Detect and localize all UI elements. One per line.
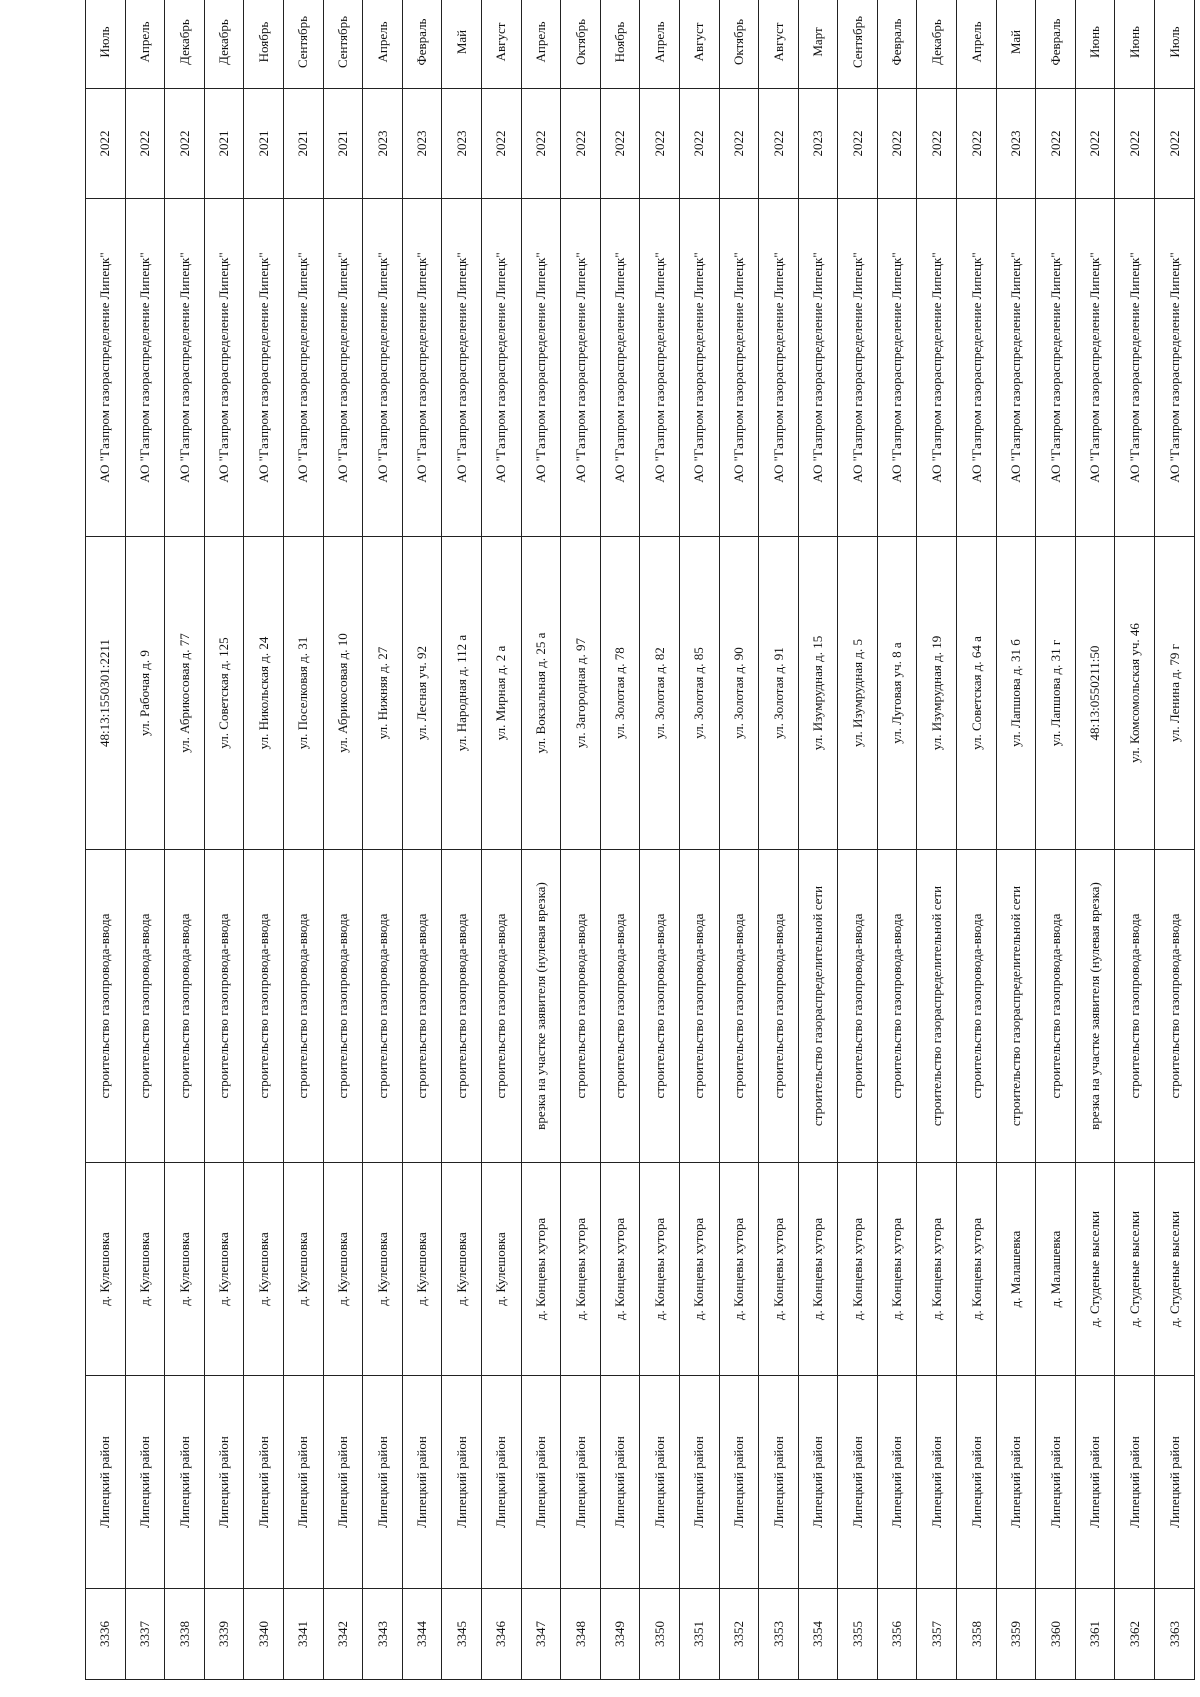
settlement-cell: д. Студеные выселки [1075,1163,1115,1376]
address-cell: ул. Золотая д. 85 [679,537,719,850]
table-row [561,0,601,1680]
table-row [283,0,323,1680]
table-row [877,0,917,1680]
month-cell: Февраль [1036,0,1076,89]
year-cell: 2022 [125,89,165,199]
organization-cell: АО "Газпром газораспределение Липецк" [600,199,640,537]
organization-cell: АО "Газпром газораспределение Липецк" [521,199,561,537]
table-row [838,0,878,1680]
row-number: 3337 [125,1589,165,1680]
organization-cell: АО "Газпром газораспределение Липецк" [877,199,917,537]
year-cell: 2022 [1036,89,1076,199]
row-number: 3348 [561,1589,601,1680]
settlement-cell: д. Студеные выселки [1115,1163,1155,1376]
row-number: 3363 [1155,1589,1195,1680]
address-cell: ул. Нижняя д. 27 [363,537,403,850]
year-cell: 2022 [838,89,878,199]
address-cell: ул. Луговая уч. 8 а [877,537,917,850]
district-cell: Липецкий район [402,1376,442,1589]
address-cell: ул. Советская д. 125 [204,537,244,850]
settlement-cell: д. Концевы хутора [719,1163,759,1376]
settlement-cell: д. Концевы хутора [798,1163,838,1376]
year-cell: 2022 [759,89,799,199]
settlement-cell: д. Кулешовка [125,1163,165,1376]
district-cell: Липецкий район [283,1376,323,1589]
table-row [957,0,997,1680]
organization-cell: АО "Газпром газораспределение Липецк" [204,199,244,537]
month-cell: Май [996,0,1036,89]
work-type-cell: врезка на участке заявителя (нулевая врезка) [521,850,561,1163]
work-type-cell: строительство газопровода-ввода [838,850,878,1163]
year-cell: 2023 [442,89,482,199]
organization-cell: АО "Газпром газораспределение Липецк" [719,199,759,537]
gasification-table [85,0,1195,1680]
year-cell: 2022 [640,89,680,199]
settlement-cell: д. Кулешовка [442,1163,482,1376]
organization-cell: АО "Газпром газораспределение Липецк" [759,199,799,537]
table-row [244,0,284,1680]
work-type-cell: строительство газопровода-ввода [679,850,719,1163]
settlement-cell: д. Концевы хутора [759,1163,799,1376]
row-number: 3360 [1036,1589,1076,1680]
row-number: 3362 [1115,1589,1155,1680]
work-type-cell: строительство газопровода-ввода [877,850,917,1163]
year-cell: 2023 [402,89,442,199]
year-cell: 2022 [561,89,601,199]
month-cell: Июнь [1075,0,1115,89]
address-cell: ул. Золотая д. 90 [719,537,759,850]
settlement-cell: д. Концевы хутора [838,1163,878,1376]
table-row [1036,0,1076,1680]
month-cell: Август [679,0,719,89]
organization-cell: АО "Газпром газораспределение Липецк" [165,199,205,537]
row-number: 3351 [679,1589,719,1680]
address-cell: ул. Советская д. 64 а [957,537,997,850]
work-type-cell: строительство газораспределительной сети [798,850,838,1163]
row-number: 3339 [204,1589,244,1680]
row-number: 3342 [323,1589,363,1680]
month-cell: Сентябрь [283,0,323,89]
year-cell: 2022 [521,89,561,199]
settlement-cell: д. Кулешовка [86,1163,126,1376]
district-cell: Липецкий район [363,1376,403,1589]
row-number: 3347 [521,1589,561,1680]
table-row [679,0,719,1680]
month-cell: Сентябрь [838,0,878,89]
month-cell: Апрель [521,0,561,89]
month-cell: Апрель [640,0,680,89]
district-cell: Липецкий район [679,1376,719,1589]
row-number: 3349 [600,1589,640,1680]
work-type-cell: строительство газопровода-ввода [1115,850,1155,1163]
work-type-cell: строительство газопровода-ввода [283,850,323,1163]
address-cell: ул. Золотая д. 78 [600,537,640,850]
row-number: 3353 [759,1589,799,1680]
year-cell: 2022 [719,89,759,199]
month-cell: Май [442,0,482,89]
organization-cell: АО "Газпром газораспределение Липецк" [957,199,997,537]
address-cell: ул. Лесная уч. 92 [402,537,442,850]
district-cell: Липецкий район [600,1376,640,1589]
month-cell: Апрель [363,0,403,89]
district-cell: Липецкий район [561,1376,601,1589]
address-cell: ул. Комсомольская уч. 46 [1115,537,1155,850]
settlement-cell: д. Концевы хутора [877,1163,917,1376]
table-row [917,0,957,1680]
district-cell: Липецкий район [1036,1376,1076,1589]
organization-cell: АО "Газпром газораспределение Липецк" [481,199,521,537]
work-type-cell: строительство газопровода-ввода [1155,850,1195,1163]
organization-cell: АО "Газпром газораспределение Липецк" [1075,199,1115,537]
district-cell: Липецкий район [1075,1376,1115,1589]
year-cell: 2022 [481,89,521,199]
organization-cell: АО "Газпром газораспределение Липецк" [442,199,482,537]
year-cell: 2022 [1155,89,1195,199]
work-type-cell: строительство газопровода-ввода [323,850,363,1163]
work-type-cell: строительство газопровода-ввода [402,850,442,1163]
district-cell: Липецкий район [86,1376,126,1589]
organization-cell: АО "Газпром газораспределение Липецк" [917,199,957,537]
table-row [996,0,1036,1680]
month-cell: Август [481,0,521,89]
organization-cell: АО "Газпром газораспределение Липецк" [1036,199,1076,537]
settlement-cell: д. Кулешовка [323,1163,363,1376]
district-cell: Липецкий район [521,1376,561,1589]
district-cell: Липецкий район [759,1376,799,1589]
year-cell: 2022 [1115,89,1155,199]
address-cell: ул. Мирная д. 2 а [481,537,521,850]
month-cell: Июль [1155,0,1195,89]
row-number: 3352 [719,1589,759,1680]
district-cell: Липецкий район [1115,1376,1155,1589]
settlement-cell: д. Кулешовка [481,1163,521,1376]
district-cell: Липецкий район [957,1376,997,1589]
row-number: 3357 [917,1589,957,1680]
work-type-cell: строительство газопровода-ввода [600,850,640,1163]
year-cell: 2022 [1075,89,1115,199]
year-cell: 2022 [917,89,957,199]
table-row [1115,0,1155,1680]
row-number: 3350 [640,1589,680,1680]
table-row [1075,0,1115,1680]
organization-cell: АО "Газпром газораспределение Липецк" [640,199,680,537]
settlement-cell: д. Концевы хутора [679,1163,719,1376]
row-number: 3359 [996,1589,1036,1680]
row-number: 3345 [442,1589,482,1680]
organization-cell: АО "Газпром газораспределение Липецк" [996,199,1036,537]
organization-cell: АО "Газпром газораспределение Липецк" [86,199,126,537]
month-cell: Октябрь [561,0,601,89]
row-number: 3343 [363,1589,403,1680]
work-type-cell: строительство газопровода-ввода [1036,850,1076,1163]
year-cell: 2021 [323,89,363,199]
address-cell: ул. Изумрудная д. 15 [798,537,838,850]
row-number: 3355 [838,1589,878,1680]
row-number: 3361 [1075,1589,1115,1680]
district-cell: Липецкий район [165,1376,205,1589]
year-cell: 2022 [86,89,126,199]
settlement-cell: д. Кулешовка [402,1163,442,1376]
work-type-cell: строительство газопровода-ввода [204,850,244,1163]
work-type-cell: строительство газопровода-ввода [244,850,284,1163]
district-cell: Липецкий район [798,1376,838,1589]
work-type-cell: строительство газораспределительной сети [917,850,957,1163]
table-row [204,0,244,1680]
year-cell: 2021 [244,89,284,199]
table-row [323,0,363,1680]
district-cell: Липецкий район [204,1376,244,1589]
table-row [600,0,640,1680]
row-number: 3344 [402,1589,442,1680]
district-cell: Липецкий район [640,1376,680,1589]
year-cell: 2023 [996,89,1036,199]
district-cell: Липецкий район [481,1376,521,1589]
settlement-cell: д. Концевы хутора [957,1163,997,1376]
organization-cell: АО "Газпром газораспределение Липецк" [679,199,719,537]
organization-cell: АО "Газпром газораспределение Липецк" [402,199,442,537]
year-cell: 2022 [600,89,640,199]
table-row [719,0,759,1680]
settlement-cell: д. Малашевка [996,1163,1036,1376]
district-cell: Липецкий район [838,1376,878,1589]
table-row [1155,0,1195,1680]
district-cell: Липецкий район [442,1376,482,1589]
month-cell: Ноябрь [600,0,640,89]
month-cell: Апрель [957,0,997,89]
organization-cell: АО "Газпром газораспределение Липецк" [283,199,323,537]
work-type-cell: строительство газораспределительной сети [996,850,1036,1163]
table-row [363,0,403,1680]
year-cell: 2023 [798,89,838,199]
table-row [86,0,126,1680]
organization-cell: АО "Газпром газораспределение Липецк" [1155,199,1195,537]
address-cell: ул. Вокзальная д. 25 а [521,537,561,850]
month-cell: Ноябрь [244,0,284,89]
settlement-cell: д. Кулешовка [165,1163,205,1376]
row-number: 3358 [957,1589,997,1680]
organization-cell: АО "Газпром газораспределение Липецк" [1115,199,1155,537]
year-cell: 2022 [957,89,997,199]
address-cell: ул. Золотая д. 91 [759,537,799,850]
address-cell: ул. Загородная д. 97 [561,537,601,850]
district-cell: Липецкий район [917,1376,957,1589]
settlement-cell: д. Концевы хутора [600,1163,640,1376]
month-cell: Декабрь [917,0,957,89]
month-cell: Октябрь [719,0,759,89]
row-number: 3346 [481,1589,521,1680]
address-cell: ул. Золотая д. 82 [640,537,680,850]
organization-cell: АО "Газпром газораспределение Липецк" [363,199,403,537]
table-row [640,0,680,1680]
month-cell: Апрель [125,0,165,89]
year-cell: 2022 [165,89,205,199]
row-number: 3338 [165,1589,205,1680]
organization-cell: АО "Газпром газораспределение Липецк" [323,199,363,537]
month-cell: Декабрь [165,0,205,89]
address-cell: ул. Рабочая д. 9 [125,537,165,850]
work-type-cell: строительство газопровода-ввода [481,850,521,1163]
district-cell: Липецкий район [1155,1376,1195,1589]
address-cell: 48:13:1550301:2211 [86,537,126,850]
table-row [481,0,521,1680]
address-cell: ул. Народная д. 112 а [442,537,482,850]
settlement-cell: д. Кулешовка [244,1163,284,1376]
organization-cell: АО "Газпром газораспределение Липецк" [561,199,601,537]
organization-cell: АО "Газпром газораспределение Липецк" [125,199,165,537]
organization-cell: АО "Газпром газораспределение Липецк" [244,199,284,537]
address-cell: ул. Ленина д. 79 г [1155,537,1195,850]
organization-cell: АО "Газпром газораспределение Липецк" [798,199,838,537]
row-number: 3336 [86,1589,126,1680]
work-type-cell: строительство газопровода-ввода [719,850,759,1163]
settlement-cell: д. Концевы хутора [561,1163,601,1376]
settlement-cell: д. Студеные выселки [1155,1163,1195,1376]
address-cell: ул. Поселковая д. 31 [283,537,323,850]
district-cell: Липецкий район [244,1376,284,1589]
settlement-cell: д. Концевы хутора [917,1163,957,1376]
row-number: 3341 [283,1589,323,1680]
year-cell: 2021 [283,89,323,199]
settlement-cell: д. Кулешовка [204,1163,244,1376]
settlement-cell: д. Кулешовка [363,1163,403,1376]
work-type-cell: строительство газопровода-ввода [759,850,799,1163]
year-cell: 2023 [363,89,403,199]
district-cell: Липецкий район [877,1376,917,1589]
district-cell: Липецкий район [125,1376,165,1589]
rotated-document-table [85,15,1195,1680]
work-type-cell: врезка на участке заявителя (нулевая врезка) [1075,850,1115,1163]
month-cell: Февраль [402,0,442,89]
work-type-cell: строительство газопровода-ввода [165,850,205,1163]
year-cell: 2022 [877,89,917,199]
table-row [165,0,205,1680]
month-cell: Июль [86,0,126,89]
month-cell: Февраль [877,0,917,89]
table-row [402,0,442,1680]
settlement-cell: д. Кулешовка [283,1163,323,1376]
month-cell: Август [759,0,799,89]
row-number: 3354 [798,1589,838,1680]
table-row [521,0,561,1680]
table-row [125,0,165,1680]
year-cell: 2021 [204,89,244,199]
district-cell: Липецкий район [323,1376,363,1589]
year-cell: 2022 [679,89,719,199]
address-cell: ул. Лапшова д. 31 б [996,537,1036,850]
table-row [759,0,799,1680]
work-type-cell: строительство газопровода-ввода [363,850,403,1163]
address-cell: ул. Изумрудная д. 19 [917,537,957,850]
address-cell: ул. Лапшова д. 31 г [1036,537,1076,850]
address-cell: ул. Никольская д. 24 [244,537,284,850]
month-cell: Сентябрь [323,0,363,89]
settlement-cell: д. Малашевка [1036,1163,1076,1376]
settlement-cell: д. Концевы хутора [521,1163,561,1376]
month-cell: Декабрь [204,0,244,89]
district-cell: Липецкий район [996,1376,1036,1589]
work-type-cell: строительство газопровода-ввода [640,850,680,1163]
address-cell: ул. Изумрудная д. 5 [838,537,878,850]
row-number: 3340 [244,1589,284,1680]
work-type-cell: строительство газопровода-ввода [561,850,601,1163]
settlement-cell: д. Концевы хутора [640,1163,680,1376]
address-cell: ул. Абрикосовая д. 10 [323,537,363,850]
table-row [798,0,838,1680]
work-type-cell: строительство газопровода-ввода [957,850,997,1163]
address-cell: ул. Абрикосовая д. 77 [165,537,205,850]
row-number: 3356 [877,1589,917,1680]
work-type-cell: строительство газопровода-ввода [86,850,126,1163]
district-cell: Липецкий район [719,1376,759,1589]
work-type-cell: строительство газопровода-ввода [442,850,482,1163]
month-cell: Июнь [1115,0,1155,89]
table-row [442,0,482,1680]
month-cell: Март [798,0,838,89]
address-cell: 48:13:0550211:50 [1075,537,1115,850]
work-type-cell: строительство газопровода-ввода [125,850,165,1163]
table-body [86,0,1195,1680]
organization-cell: АО "Газпром газораспределение Липецк" [838,199,878,537]
